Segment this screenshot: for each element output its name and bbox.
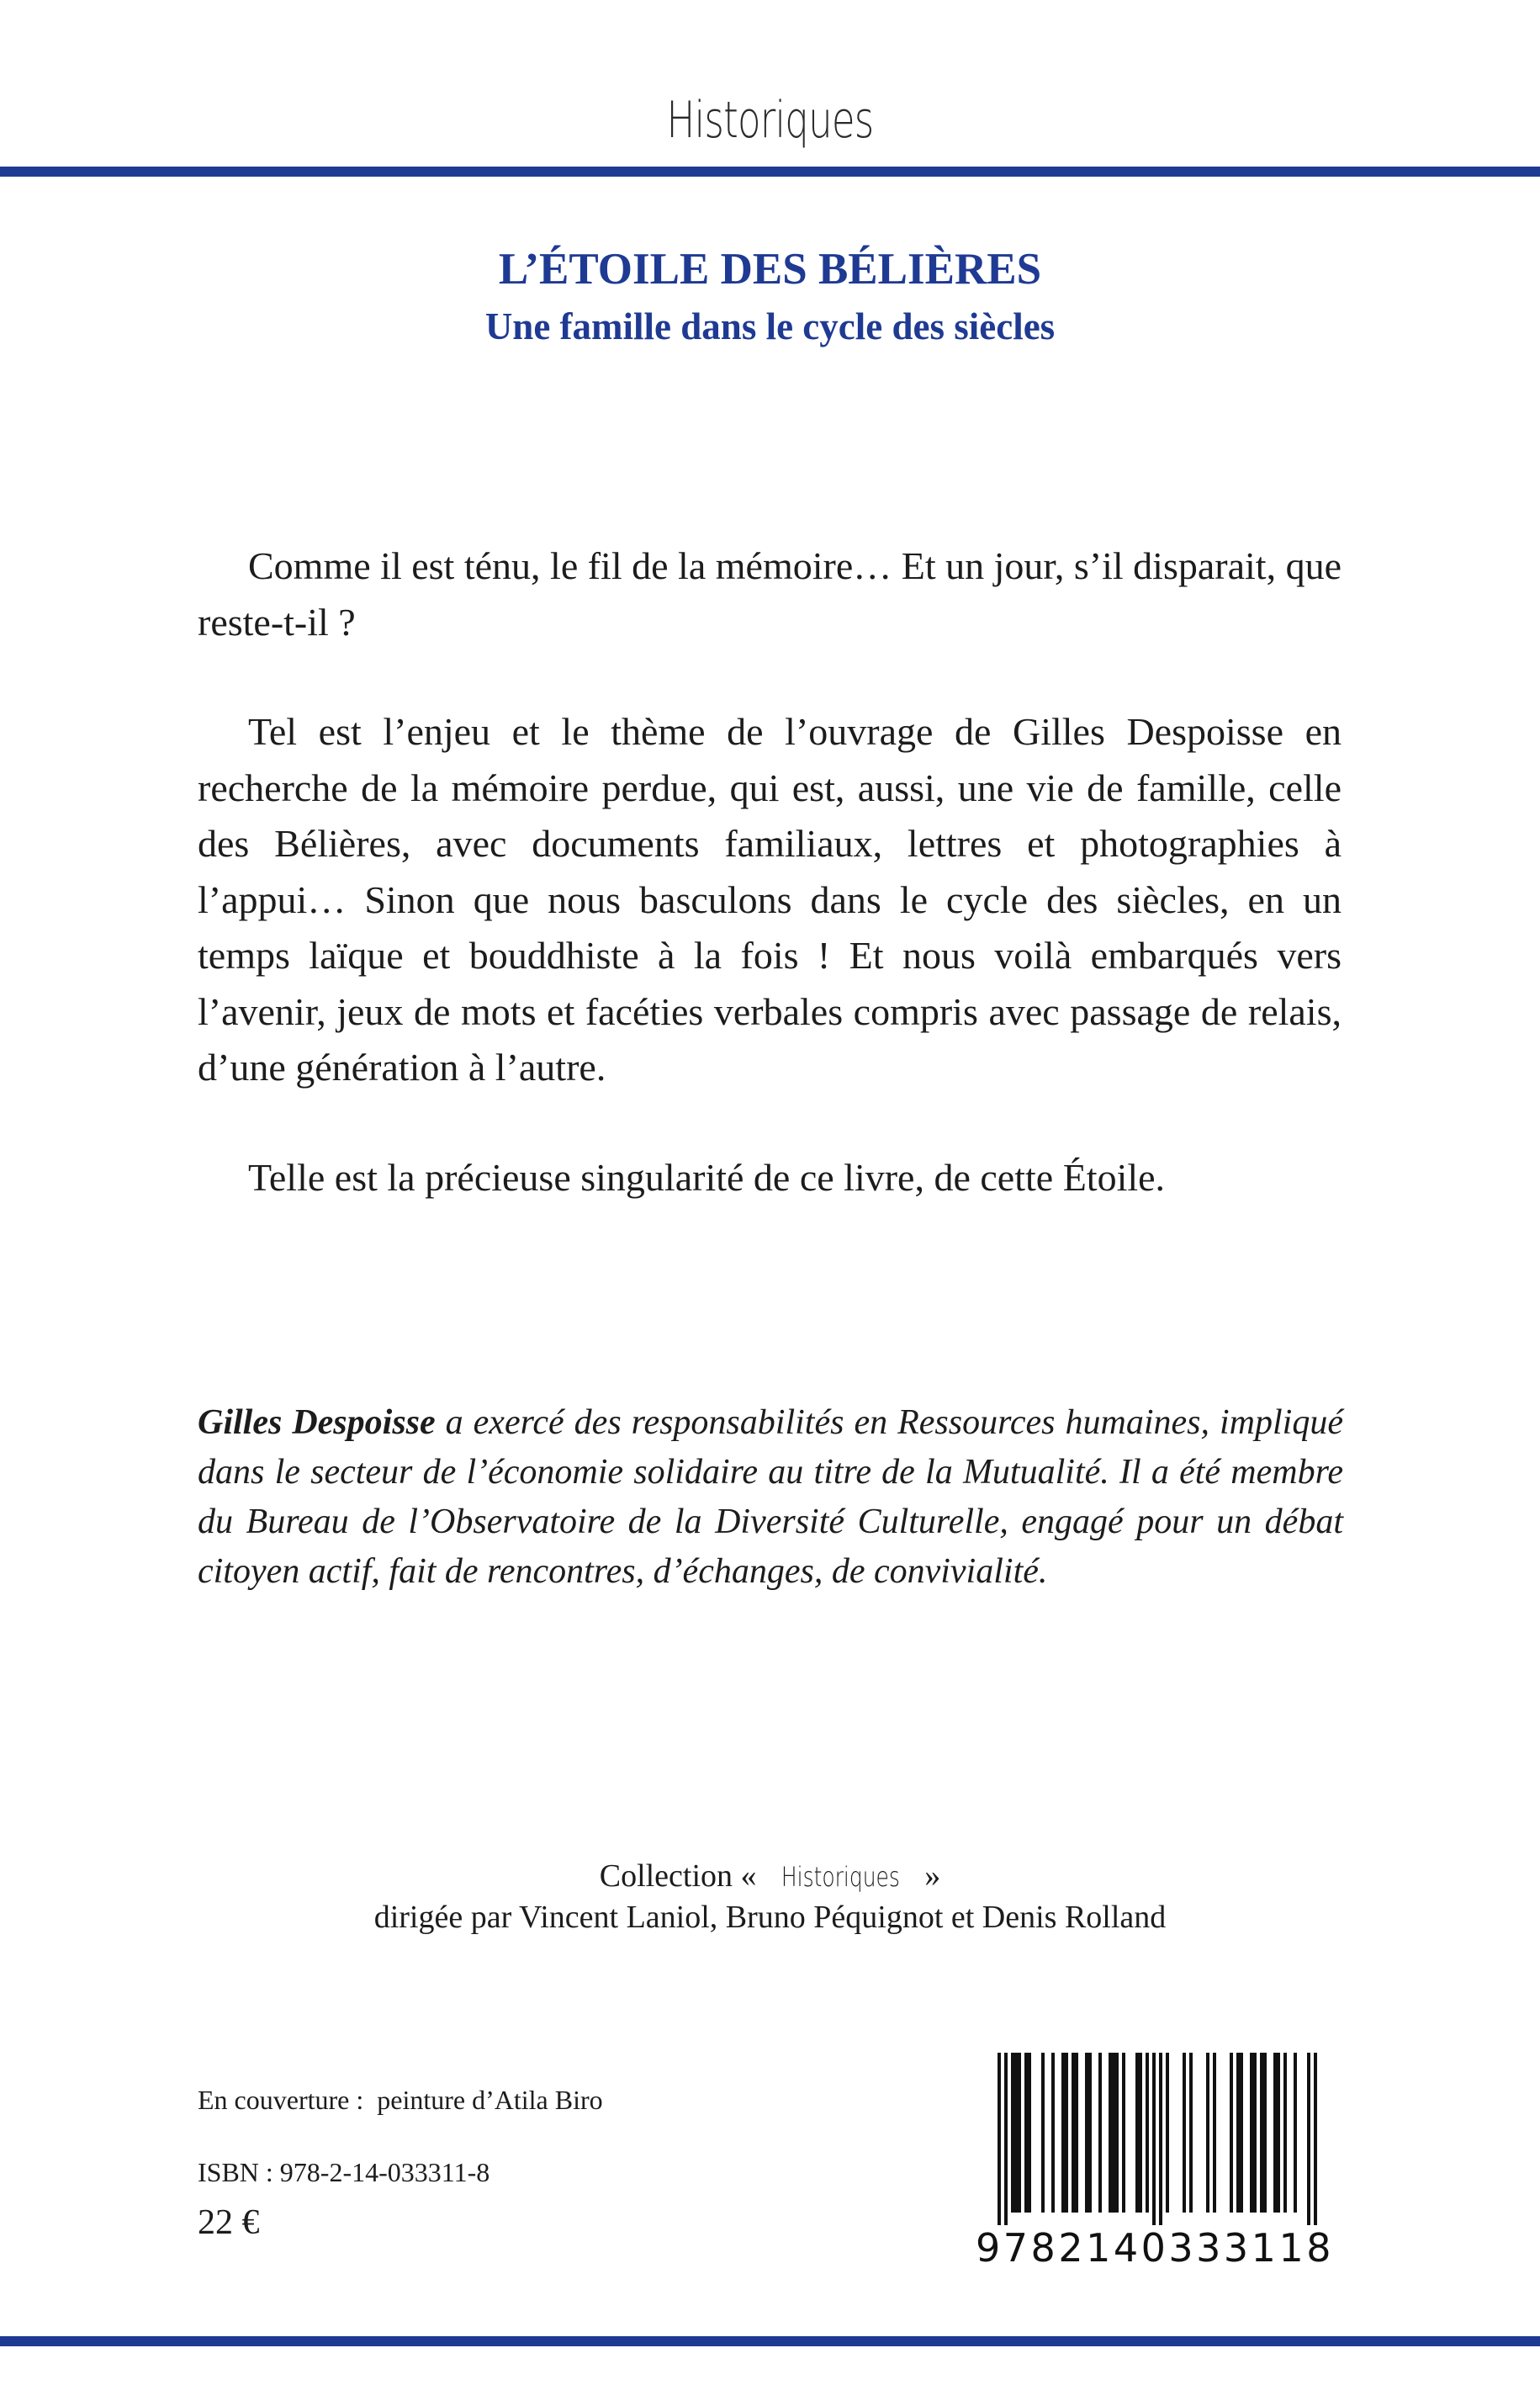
book-subtitle: Une famille dans le cycle des siècles [484, 305, 1056, 347]
barcode-bar [1041, 2053, 1045, 2213]
collection-line [0, 1856, 1540, 1897]
barcode-bars [974, 2053, 1336, 2225]
barcode-bar [1277, 2053, 1280, 2213]
series-logo: Historiques [666, 91, 874, 150]
barcode-bar [1253, 2053, 1257, 2213]
barcode [974, 2053, 1336, 2280]
barcode-bar [1250, 2053, 1253, 2213]
barcode-bar [1014, 2053, 1018, 2213]
blurb-paragraph: Tel est l’enjeu et le thème de l’ouvrage de Gilles Despoisse en recherche de la mémoire perdue, qui est, aussi, une vie de famille, celle des Bélières, avec documents familiaux, lettres et photographies à l’appui… Sinon que nous basculons dans le cycle des siècles, en un temps laïque et bouddhiste à la fois ! Et nous voilà embarqués vers l’avenir, jeux de mots et facéties verbales compris avec passage de relais, d’une génération à l’autre. [198, 710, 1342, 1089]
barcode-bar [1088, 2053, 1092, 2213]
collection-info [0, 1856, 1540, 1937]
barcode-bar [1240, 2053, 1243, 2213]
barcode-bar [1109, 2053, 1112, 2213]
cover-credit: En couverture : peinture d’Atila Biro [198, 2085, 603, 2115]
author-bio-text: a exercé des responsabilités en Ressources humaines, impliqué dans le secteur de l’économie solidaire au titre de la Mutualité. Il a été membre du Bureau de l’Observatoire de la Diversité Culturelle, engagé pour un débat citoyen actif, fait de rencontres, d’échanges, de convivialité. [198, 1403, 1343, 1591]
author-name: Gilles Despoisse [198, 1403, 436, 1442]
barcode-bar [1314, 2053, 1317, 2225]
barcode-bar [1146, 2053, 1149, 2213]
barcode-bar [1260, 2053, 1263, 2213]
blurb [198, 538, 1342, 1259]
blurb-paragraph: Telle est la précieuse singularité de ce livre, de cette Étoile. [248, 1155, 1166, 1199]
barcode-bar [1135, 2053, 1139, 2213]
blurb-paragraph: Comme il est ténu, le fil de la mémoire… Et un jour, s’il disparait, que reste-t-il ? [198, 544, 1342, 644]
barcode-bar [1183, 2053, 1186, 2213]
barcode-bar [998, 2053, 1001, 2225]
barcode-bar [1065, 2053, 1068, 2213]
barcode-digits: 9782140333118 [976, 2225, 1334, 2271]
barcode-bar [1273, 2053, 1277, 2213]
barcode-bar [1189, 2053, 1193, 2213]
collection-directors: dirigée par Vincent Laniol, Bruno Péquignot et Denis Rolland [373, 1900, 1167, 1935]
barcode-bar [1230, 2053, 1233, 2213]
barcode-bar [1115, 2053, 1119, 2213]
barcode-bar [1085, 2053, 1088, 2213]
barcode-bar [1213, 2053, 1216, 2213]
barcode-bar [1122, 2053, 1125, 2213]
barcode-bar [1236, 2053, 1240, 2213]
collection-series-logo: Historiques [781, 1861, 900, 1893]
barcode-bar [1051, 2053, 1055, 2213]
barcode-bar [1004, 2053, 1008, 2225]
barcode-bar [1263, 2053, 1267, 2213]
barcode-bar [1166, 2053, 1169, 2213]
collection-suffix: » [916, 1858, 941, 1894]
barcode-bar [1028, 2053, 1031, 2213]
barcode-bar [1075, 2053, 1078, 2213]
author-bio [198, 1398, 1343, 1597]
barcode-bar [1024, 2053, 1028, 2213]
barcode-bar [1098, 2053, 1102, 2213]
book-title: L’ÉTOILE DES BÉLIÈRES [498, 245, 1042, 294]
barcode-bar [1283, 2053, 1287, 2213]
bottom-divider [0, 2336, 1540, 2346]
price: 22 € [198, 2203, 260, 2242]
barcode-bar [1139, 2053, 1142, 2213]
barcode-bar [1072, 2053, 1075, 2213]
barcode-bar [1206, 2053, 1209, 2213]
barcode-bar [1061, 2053, 1065, 2213]
isbn: ISBN : 978-2-14-033311-8 [198, 2157, 490, 2187]
barcode-bar [1159, 2053, 1162, 2225]
barcode-bar [1018, 2053, 1021, 2213]
collection-prefix: Collection « [599, 1858, 765, 1894]
barcode-bar [1307, 2053, 1310, 2225]
barcode-bar [1112, 2053, 1115, 2213]
barcode-bar [1152, 2053, 1156, 2225]
top-divider [0, 167, 1540, 177]
barcode-bar [1011, 2053, 1014, 2213]
barcode-bar [1294, 2053, 1297, 2213]
